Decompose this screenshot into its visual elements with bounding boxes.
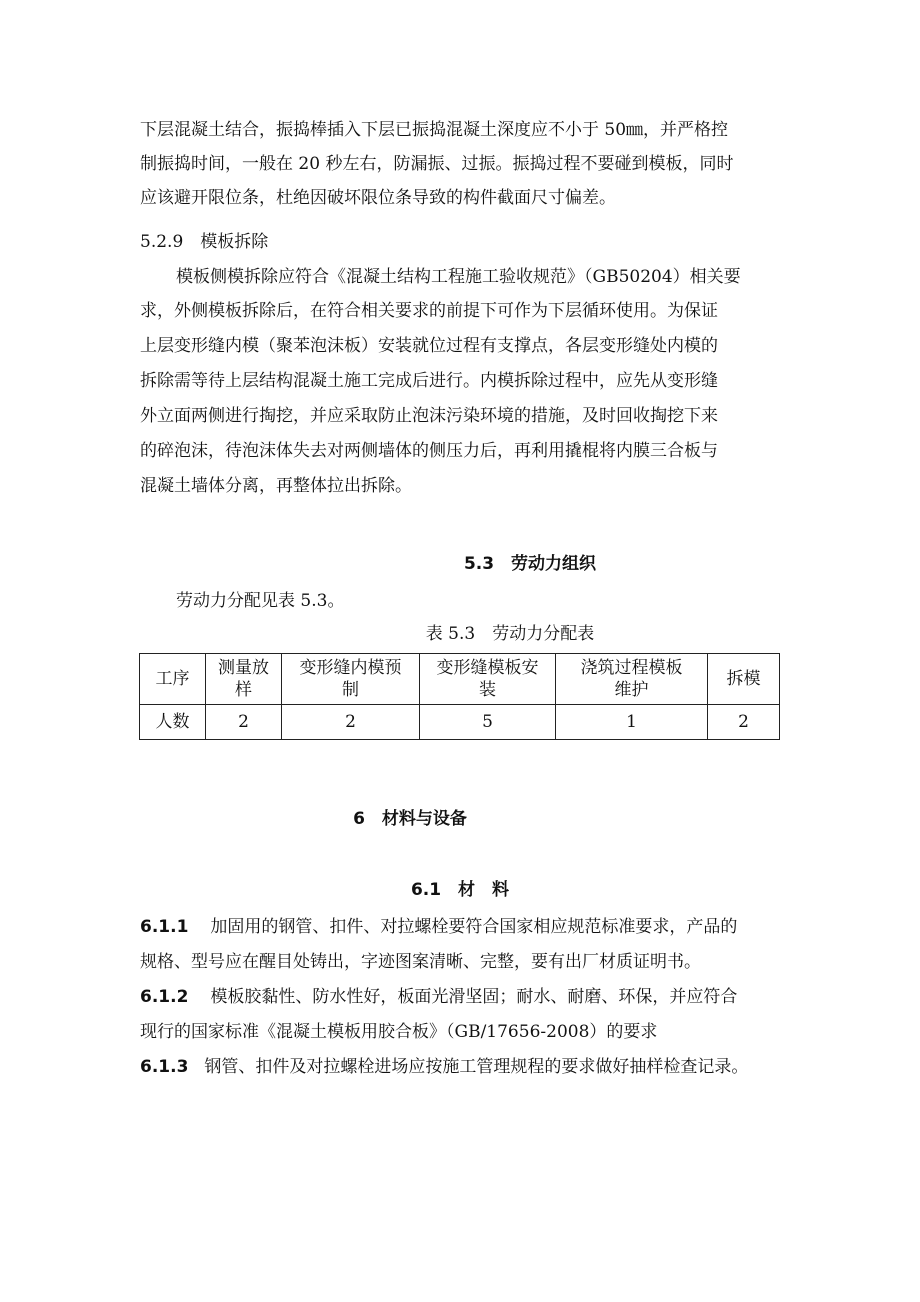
paragraph-line: 上层变形缝内模（聚苯泡沫板）安装就位过程有支撑点，各层变形缝处内模的	[140, 336, 718, 356]
paragraph-line: 规格、型号应在醒目处铸出，字迹图案清晰、完整，要有出厂材质证明书。	[140, 952, 701, 972]
paragraph-line: 拆除需等待上层结构混凝土施工完成后进行。内模拆除过程中，应先从变形缝	[140, 371, 718, 391]
column-label: 变形缝内模预	[299, 658, 402, 678]
table-cell: 2	[206, 705, 282, 740]
table-cell: 5	[420, 705, 556, 740]
table-row	[140, 705, 780, 740]
column-label: 拆模	[726, 669, 761, 689]
paragraph-line: 制振捣时间，一般在 20 秒左右，防漏振、过振。振捣过程不要碰到模板，同时	[140, 154, 734, 174]
table-cell: 2	[708, 705, 780, 740]
table-cell: 人数	[140, 705, 206, 740]
paragraph-line: 劳动力分配见表 5.3。	[176, 591, 345, 611]
item-number: 6.1.1	[140, 917, 189, 937]
table-header-cell	[556, 654, 708, 705]
paragraph-line: 现行的国家标准《混凝土模板用胶合板》（GB/17656-2008）的要求	[140, 1022, 658, 1042]
table-header-cell	[420, 654, 556, 705]
table-header-cell	[140, 654, 206, 705]
paragraph-line: 求，外侧模板拆除后，在符合相关要求的前提下可作为下层循环使用。为保证	[140, 301, 718, 321]
item-text: 模板胶黏性、防水性好，板面光滑坚固；耐水、耐磨、环保，并应符合	[210, 987, 738, 1007]
paragraph-line: 外立面两侧进行掏挖，并应采取防止泡沫污染环境的措施，及时回收掏挖下来	[140, 406, 718, 426]
chapter-heading-6: 6 材料与设备	[353, 809, 467, 829]
section-heading-6-1: 6.1 材 料	[410, 880, 510, 900]
column-label: 制	[342, 680, 359, 700]
table-caption: 表 5.3 劳动力分配表	[425, 624, 595, 644]
paragraph-line: 的碎泡沫，待泡沫体失去对两侧墙体的侧压力后，再利用撬棍将内膜三合板与	[140, 441, 718, 461]
header-label: 工序	[155, 669, 190, 689]
list-item-6-1-1	[140, 910, 737, 944]
labor-allocation-table	[139, 653, 780, 740]
column-label: 装	[479, 680, 496, 700]
table-header-row	[140, 654, 780, 705]
section-heading-5-3: 5.3 劳动力组织	[463, 554, 597, 574]
column-label: 维护	[614, 680, 649, 700]
paragraph-line: 混凝土墙体分离，再整体拉出拆除。	[140, 476, 412, 496]
table-header-cell	[708, 654, 780, 705]
table-header-cell	[282, 654, 420, 705]
column-label: 样	[235, 680, 252, 700]
column-label: 变形缝模板安	[436, 658, 539, 678]
item-text: 钢管、扣件及对拉螺栓进场应按施工管理规程的要求做好抽样检查记录。	[204, 1057, 749, 1077]
paragraph-line: 下层混凝土结合，振捣棒插入下层已振捣混凝土深度应不小于 50㎜，并严格控	[140, 120, 729, 140]
item-number: 6.1.2	[140, 987, 189, 1007]
table-cell: 2	[282, 705, 420, 740]
column-label: 测量放	[218, 658, 269, 678]
paragraph-line: 应该避开限位条，杜绝因破坏限位条导致的构件截面尺寸偏差。	[140, 188, 616, 208]
list-item-6-1-2	[140, 980, 737, 1014]
item-text: 加固用的钢管、扣件、对拉螺栓要符合国家相应规范标准要求，产品的	[210, 917, 738, 937]
table-header-cell	[206, 654, 282, 705]
paragraph-line: 模板侧模拆除应符合《混凝土结构工程施工验收规范》（GB50204）相关要	[176, 267, 741, 287]
column-label: 浇筑过程模板	[580, 658, 683, 678]
list-item-6-1-3	[140, 1050, 748, 1084]
section-heading-5-2-9: 5.2.9 模板拆除	[140, 232, 269, 252]
item-number: 6.1.3	[140, 1057, 189, 1077]
table-cell: 1	[556, 705, 708, 740]
